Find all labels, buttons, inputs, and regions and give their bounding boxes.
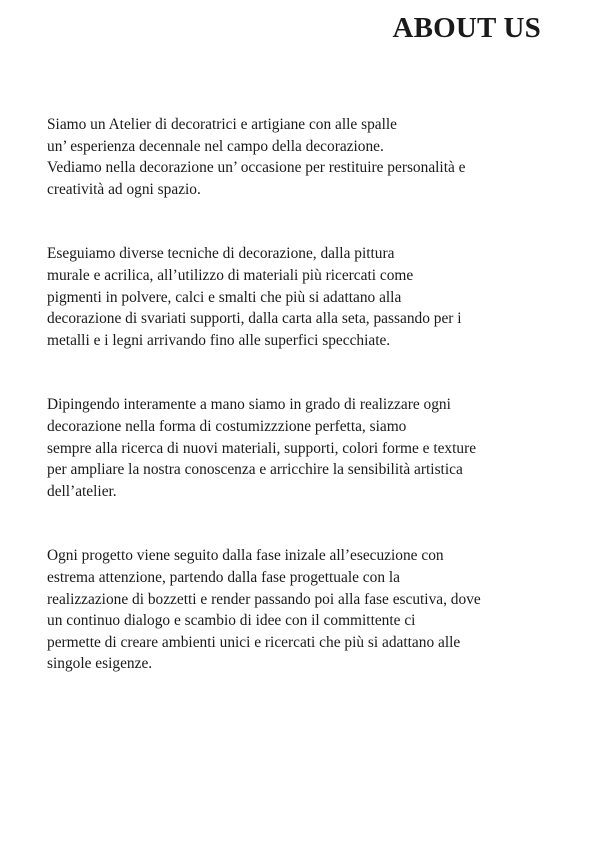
text-line: sempre alla ricerca di nuovi materiali, supporti, colori forme e texture xyxy=(47,439,477,457)
text-line: singole esigenze. xyxy=(47,655,153,673)
text-line: dell’atelier. xyxy=(47,482,117,500)
text-line: creatività ad ogni spazio. xyxy=(47,180,201,198)
paragraph-handmade xyxy=(47,394,567,502)
text-line: decorazione di svariati supporti, dalla carta alla seta, passando per i xyxy=(47,310,462,328)
text-line: decorazione nella forma di costumizzzione perfetta, siamo xyxy=(47,417,407,435)
text-line: Vediamo nella decorazione un’ occasione per restituire personalità e xyxy=(47,159,466,177)
paragraph-techniques xyxy=(47,243,567,351)
about-content xyxy=(47,114,567,675)
paragraph-process xyxy=(47,545,567,675)
page-title: ABOUT US xyxy=(392,12,541,44)
text-line: estrema attenzione, partendo dalla fase progettuale con la xyxy=(47,568,400,586)
text-line: Ogni progetto viene seguito dalla fase inizale all’esecuzione con xyxy=(47,547,444,565)
text-line: permette di creare ambienti unici e ricercati che più si adattano alle xyxy=(47,633,461,651)
paragraph-intro xyxy=(47,114,567,200)
text-line: per ampliare la nostra conoscenza e arricchire la sensibilità artistica xyxy=(47,461,463,479)
text-line: realizzazione di bozzetti e render passando poi alla fase escutiva, dove xyxy=(47,590,481,608)
text-line: murale e acrilica, all’utilizzo di materiali più ricercati come xyxy=(47,266,414,284)
text-line: Eseguiamo diverse tecniche di decorazione, dalla pittura xyxy=(47,245,395,263)
text-line: Dipingendo interamente a mano siamo in grado di realizzare ogni xyxy=(47,396,451,414)
text-line: un’ esperienza decennale nel campo della decorazione. xyxy=(47,137,384,155)
text-line: Siamo un Atelier di decoratrici e artigiane con alle spalle xyxy=(47,116,398,133)
text-line: metalli e i legni arrivando fino alle superfici specchiate. xyxy=(47,331,391,349)
text-line: un continuo dialogo e scambio di idee con il committente ci xyxy=(47,612,416,630)
text-line: pigmenti in polvere, calci e smalti che più si adattano alla xyxy=(47,288,402,306)
